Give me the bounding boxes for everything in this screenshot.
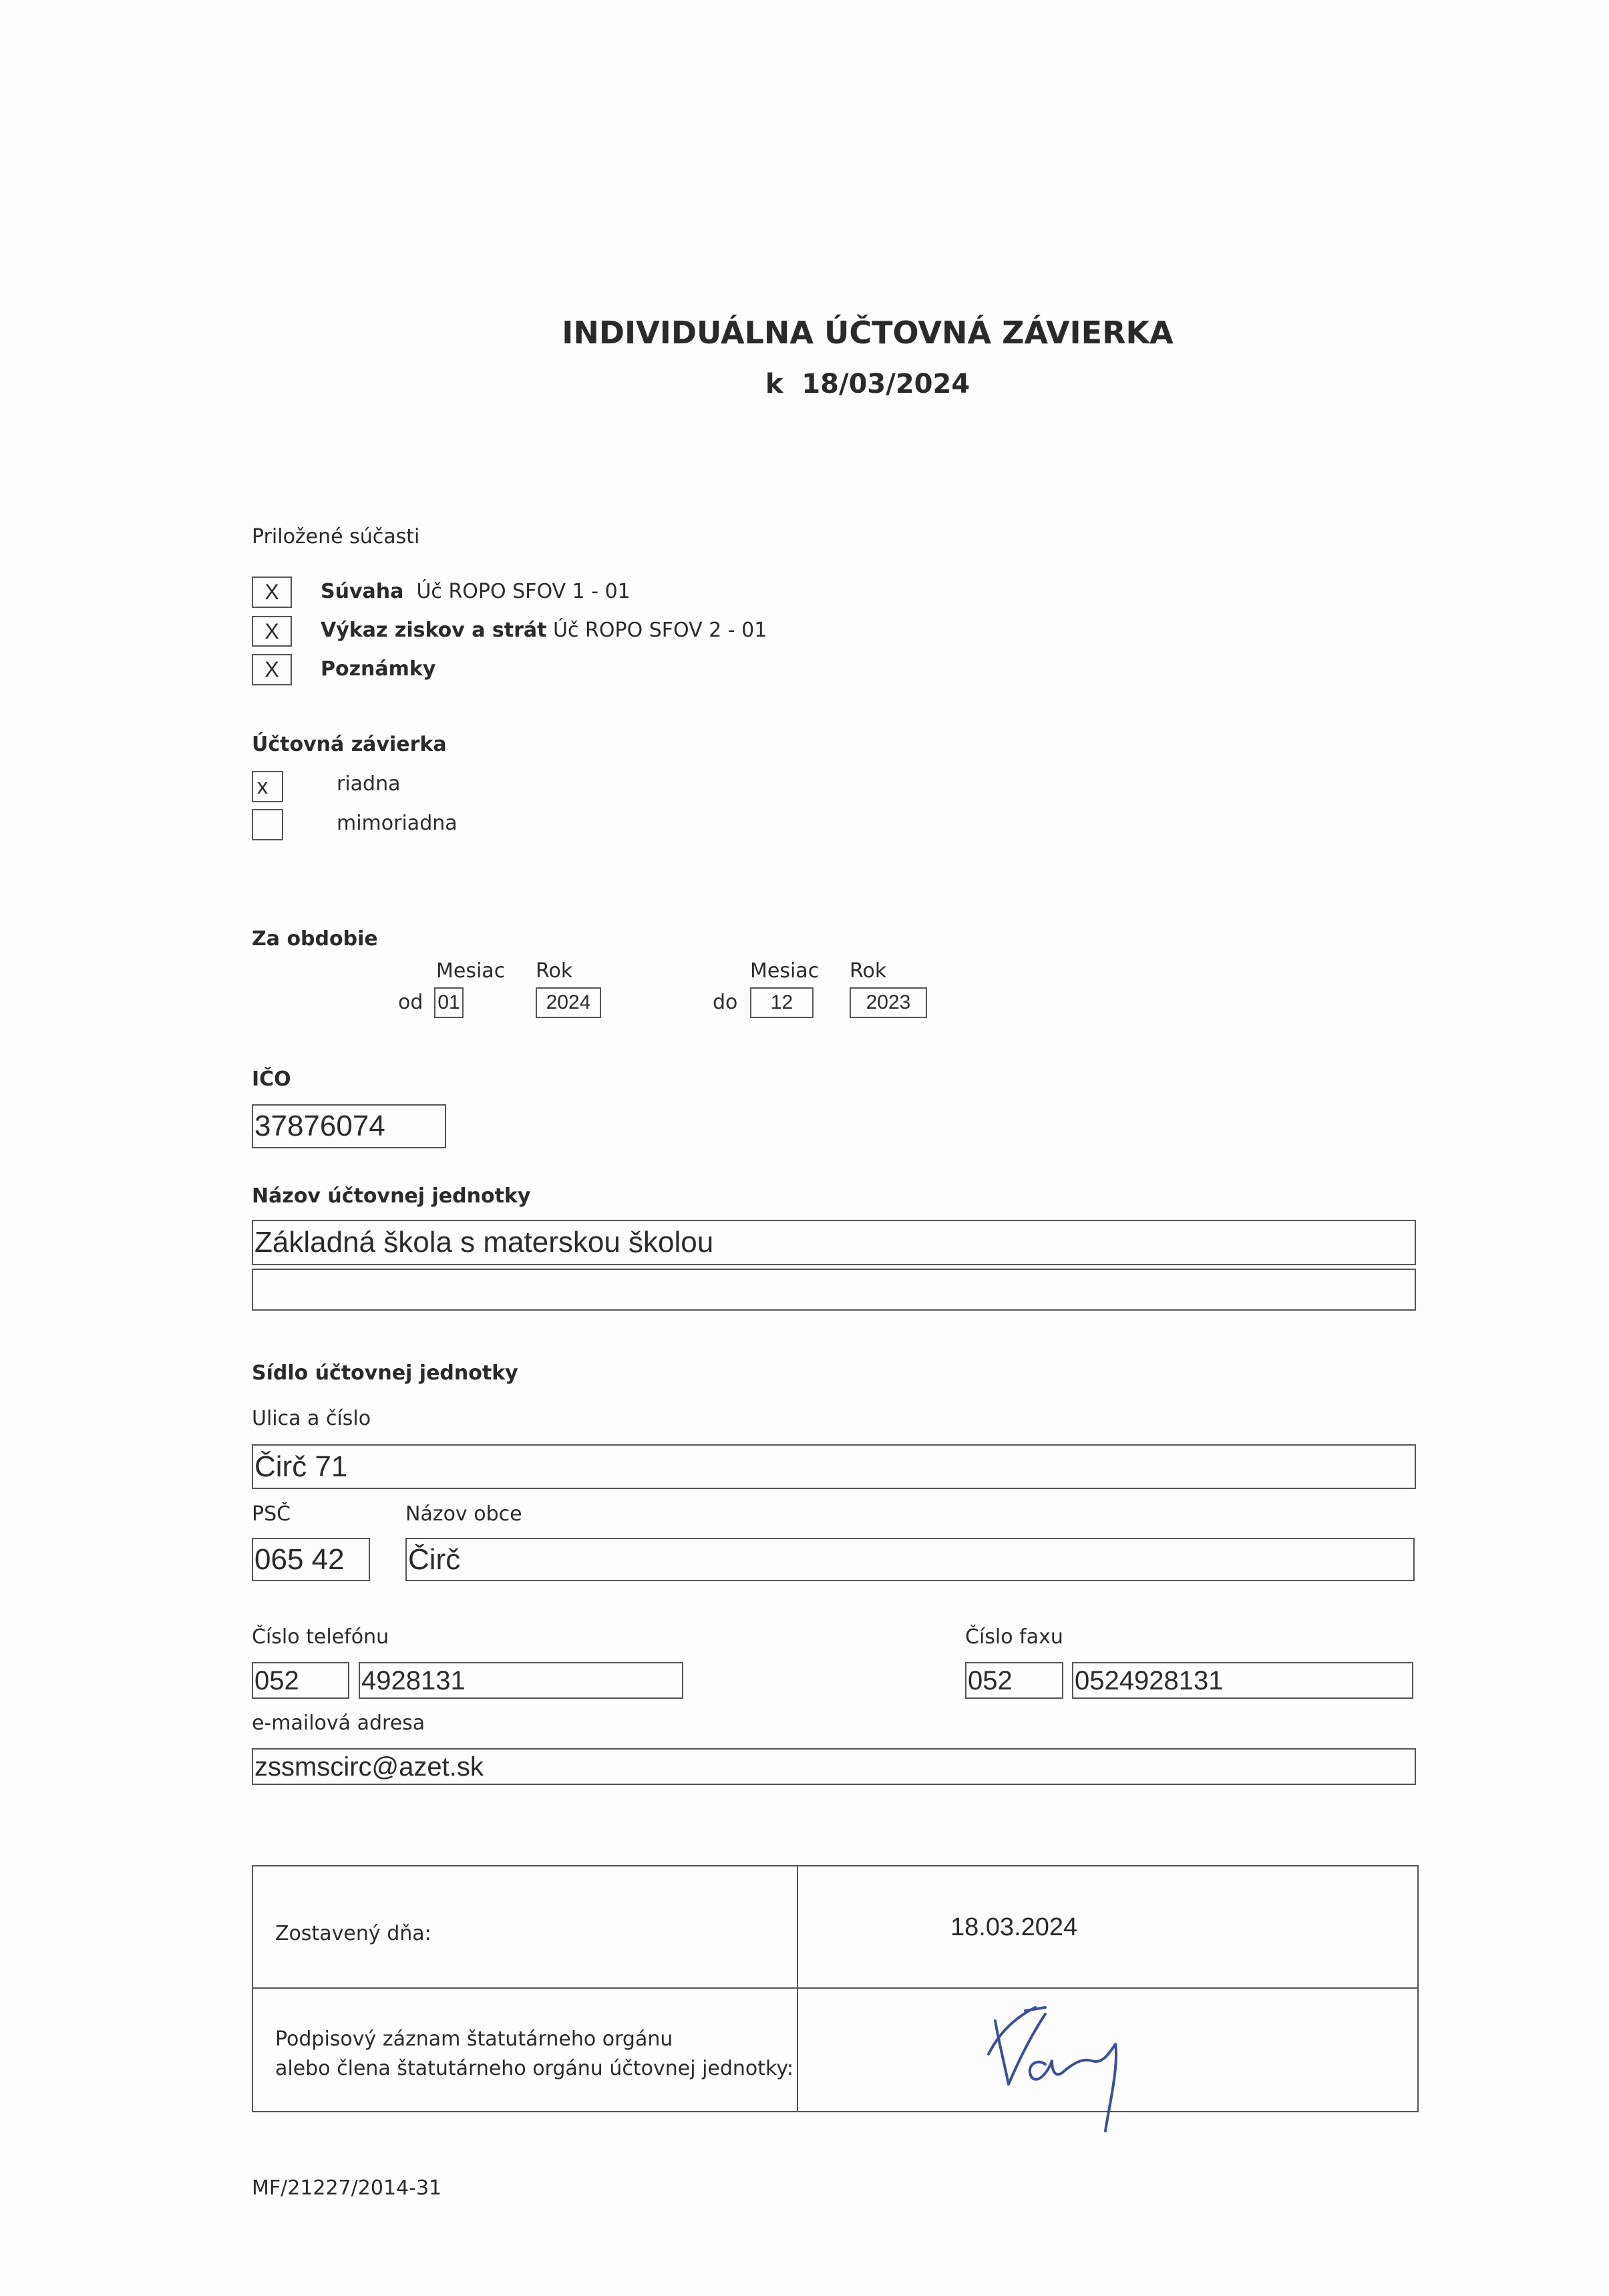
to-year-field[interactable] xyxy=(850,987,927,1018)
city-field[interactable] xyxy=(405,1538,1415,1581)
email-field[interactable] xyxy=(252,1748,1416,1785)
attachment-checkbox-vykaz[interactable] xyxy=(252,616,292,647)
compiled-label: Zostavený dňa: xyxy=(275,1922,431,1945)
to-year-value: 2023 xyxy=(866,991,911,1013)
riadna-label: riadna xyxy=(337,772,401,796)
attachment-vykaz xyxy=(321,621,767,641)
to-month-value: 12 xyxy=(770,991,793,1013)
attachment-title: Výkaz ziskov a strát xyxy=(321,619,547,642)
entity-name-field-1[interactable] xyxy=(252,1220,1416,1265)
phone-label: Číslo telefónu xyxy=(252,1625,389,1649)
psc-field[interactable] xyxy=(252,1538,370,1581)
fax-label: Číslo faxu xyxy=(965,1625,1063,1649)
email-value: zssmscirc@azet.sk xyxy=(254,1752,484,1782)
mimoriadna-checkbox[interactable] xyxy=(252,809,283,840)
table-divider-horizontal xyxy=(252,1987,1419,1989)
table-divider-vertical xyxy=(797,1865,798,2112)
phone-prefix-field[interactable] xyxy=(252,1662,349,1699)
to-year-header: Rok xyxy=(850,959,887,983)
fax-field[interactable] xyxy=(1072,1662,1413,1699)
street-value: Čirč 71 xyxy=(254,1450,348,1483)
signature-label-1: Podpisový záznam štatutárneho orgánu xyxy=(275,2027,673,2051)
ico-label: IČO xyxy=(252,1068,291,1091)
from-month-header: Mesiac xyxy=(436,959,506,983)
from-year-value: 2024 xyxy=(546,991,591,1013)
attachment-code: Úč ROPO SFOV 1 - 01 xyxy=(416,580,631,603)
attachment-poznamky xyxy=(321,659,435,679)
street-field[interactable] xyxy=(252,1444,1416,1489)
document-date xyxy=(0,371,1609,397)
phone-value: 4928131 xyxy=(361,1665,466,1695)
phone-field[interactable] xyxy=(359,1662,683,1699)
city-value: Čirč xyxy=(408,1542,461,1576)
entity-name-label: Názov účtovnej jednotky xyxy=(252,1184,531,1208)
riadna-checkbox[interactable] xyxy=(252,771,283,802)
from-label: od xyxy=(398,991,423,1014)
to-month-field[interactable] xyxy=(750,987,814,1018)
attachment-suvaha xyxy=(321,582,631,602)
address-label: Sídlo účtovnej jednotky xyxy=(252,1361,518,1385)
mimoriadna-label: mimoriadna xyxy=(337,812,458,835)
entity-name-value: Základná škola s materskou školou xyxy=(254,1226,714,1259)
statement-type-label: Účtovná závierka xyxy=(252,733,447,756)
street-label: Ulica a číslo xyxy=(252,1407,371,1430)
psc-label: PSČ xyxy=(252,1502,291,1526)
ico-field[interactable] xyxy=(252,1104,446,1148)
attachment-title: Poznámky xyxy=(321,657,436,681)
from-year-header: Rok xyxy=(536,959,573,983)
form-reference: MF/21227/2014-31 xyxy=(252,2176,442,2200)
fax-prefix-field[interactable] xyxy=(965,1662,1063,1699)
from-year-field[interactable] xyxy=(536,987,601,1018)
handwritten-signature xyxy=(982,1994,1135,2138)
email-label: e-mailová adresa xyxy=(252,1711,425,1735)
to-month-header: Mesiac xyxy=(750,959,820,983)
attachment-code: Úč ROPO SFOV 2 - 01 xyxy=(553,619,767,642)
from-month-value: 01 xyxy=(437,991,460,1013)
city-label: Názov obce xyxy=(405,1502,522,1526)
attachment-checkbox-poznamky[interactable] xyxy=(252,654,292,685)
fax-prefix-value: 052 xyxy=(968,1665,1013,1695)
attachment-title: Súvaha xyxy=(321,580,404,603)
fax-value: 0524928131 xyxy=(1075,1665,1224,1695)
attachment-checkbox-suvaha[interactable] xyxy=(252,577,292,608)
ico-value: 37876074 xyxy=(254,1110,385,1142)
phone-prefix-value: 052 xyxy=(254,1665,299,1695)
to-label: do xyxy=(713,991,738,1014)
psc-value: 065 42 xyxy=(254,1542,345,1576)
attachments-label: Priložené súčasti xyxy=(252,525,420,548)
check-mark: X xyxy=(264,619,279,643)
date-value: 18/03/2024 xyxy=(801,369,970,399)
from-month-field[interactable] xyxy=(434,987,464,1018)
check-mark: X xyxy=(264,657,279,681)
check-mark: X xyxy=(264,580,279,604)
check-mark: x xyxy=(257,774,268,798)
compiled-date: 18.03.2024 xyxy=(950,1913,1078,1941)
document-title: INDIVIDUÁLNA ÚČTOVNÁ ZÁVIERKA xyxy=(562,315,1174,351)
date-prefix: k xyxy=(765,369,783,399)
period-label: Za obdobie xyxy=(252,927,378,951)
entity-name-field-2[interactable] xyxy=(252,1269,1416,1311)
signature-label-2: alebo člena štatutárneho orgánu účtovnej jednotky: xyxy=(275,2057,794,2080)
